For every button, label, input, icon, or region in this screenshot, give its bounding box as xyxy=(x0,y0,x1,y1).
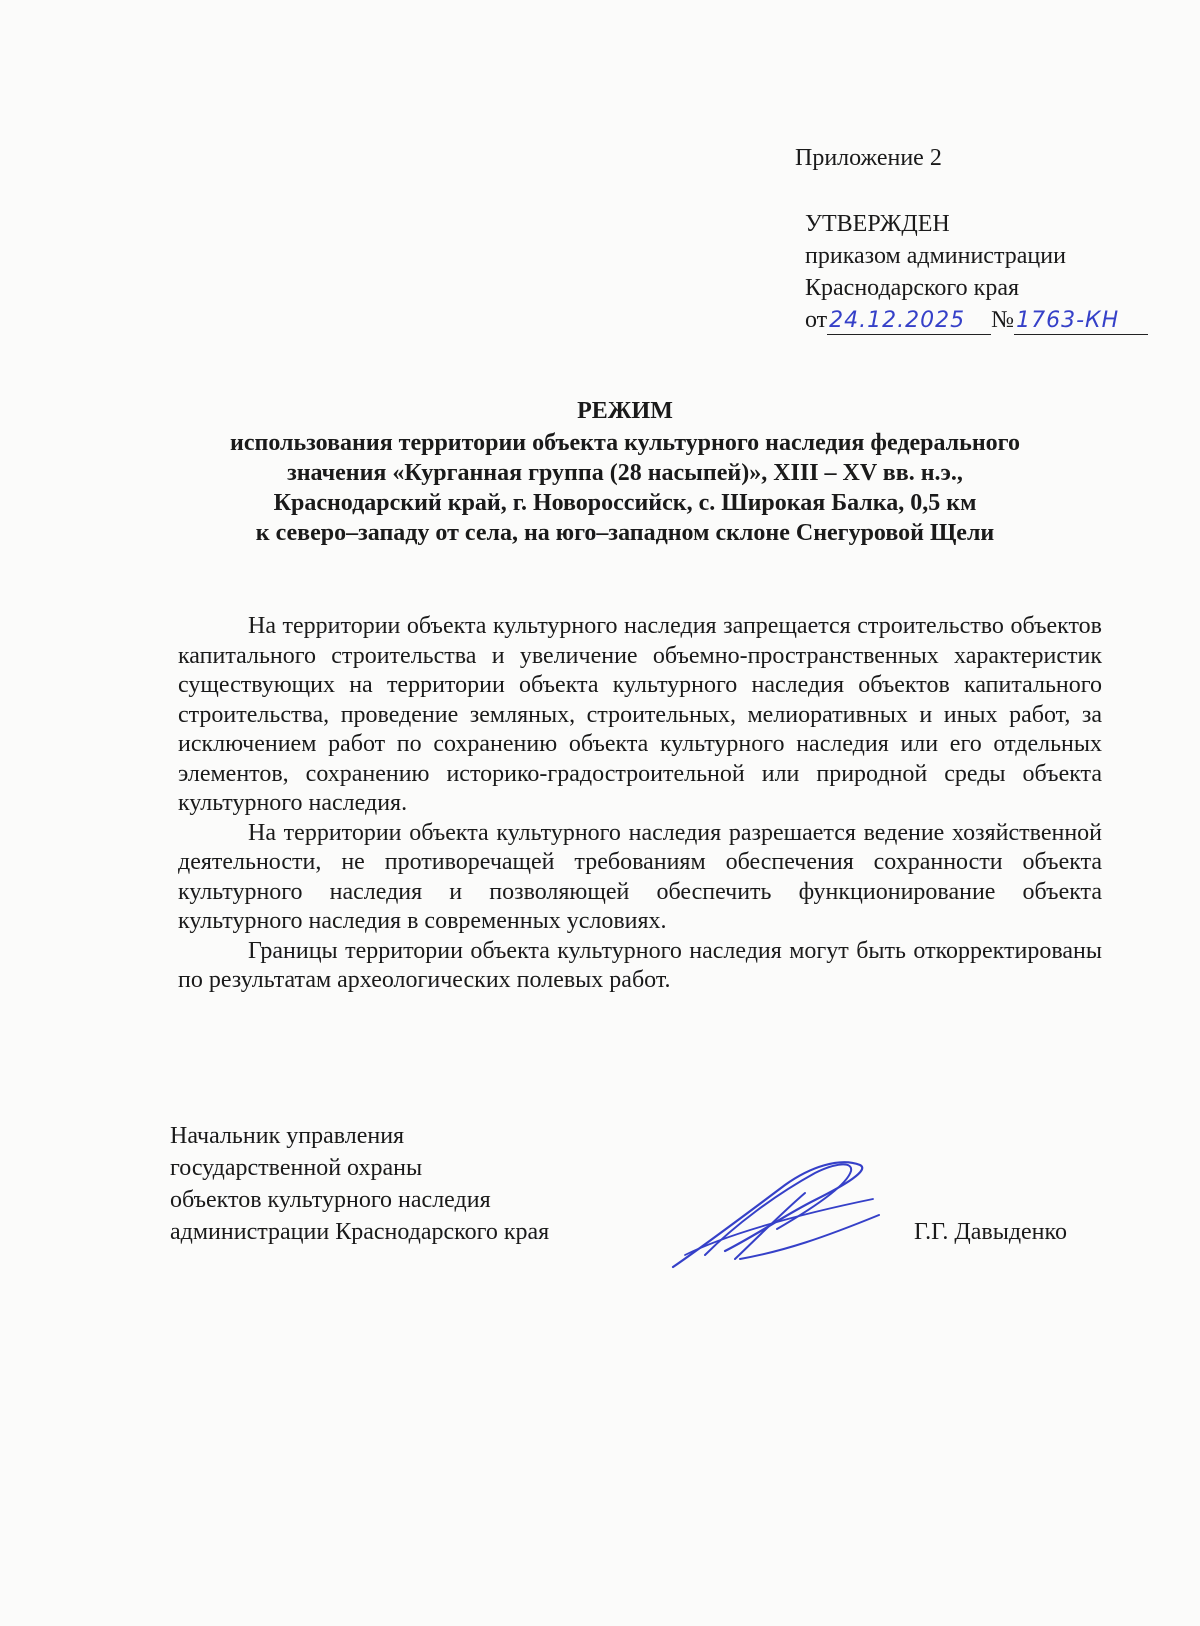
signer-line: Начальник управления xyxy=(170,1123,405,1149)
document-body xyxy=(178,612,1102,996)
title-line: Краснодарский край, г. Новороссийск, с. Широкая Балка, 0,5 км xyxy=(273,490,977,516)
paragraph: На территории объекта культурного наследия разрешается ведение хозяйственной деятельности, не противоречащей требованиям обеспечения сохранности объекта культурного наследия и позволяющей обеспечить функционирование объекта культурного наследия в современных условиях. xyxy=(178,819,1102,934)
document-title xyxy=(150,396,1100,548)
title-line: использования территории объекта культурного наследия федерального xyxy=(230,430,1020,456)
title-heading: РЕЖИМ xyxy=(577,398,673,424)
handwritten-number: 1763-КН xyxy=(1014,308,1148,335)
paragraph: На территории объекта культурного наследия запрещается строительство объектов капитального строительства и увеличение объемно-пространственных характеристик существующих на территории объекта культурного наследия объектов капитального строительства, проведение земляных, строительных, мелиоративных и иных работ, за исключением работ по сохранению объекта культурного наследия или его отдельных элементов, сохранению историко-градостроительной или природной среды объекта культурного наследия. xyxy=(178,613,1102,816)
approval-line-1: приказом администрации xyxy=(805,243,1066,269)
signer-position xyxy=(170,1120,549,1248)
date-prefix: от xyxy=(805,307,828,333)
approval-line-2: Краснодарского края xyxy=(805,275,1020,301)
approval-date-line xyxy=(805,304,1148,336)
approval-status: УТВЕРЖДЕН xyxy=(805,211,950,237)
title-line: значения «Курганная группа (28 насыпей)», XIII – XV вв. н.э., xyxy=(287,460,963,486)
handwritten-date: 24.12.2025 xyxy=(827,308,991,335)
signer-name: Г.Г. Давыденко xyxy=(914,1219,1067,1245)
signer-line: государственной охраны xyxy=(170,1155,423,1181)
signer-line: администрации Краснодарского края xyxy=(170,1219,550,1245)
title-line: к северо–западу от села, на юго–западном склоне Снегуровой Щели xyxy=(255,520,995,546)
handwritten-signature xyxy=(665,1155,885,1275)
signer-line: объектов культурного наследия xyxy=(170,1187,491,1213)
appendix-label: Приложение 2 xyxy=(795,145,942,171)
paragraph: Границы территории объекта культурного наследия могут быть откорректированы по результатам археологических полевых работ. xyxy=(178,937,1102,993)
number-prefix: № xyxy=(991,307,1015,333)
approval-stamp xyxy=(805,208,1148,336)
